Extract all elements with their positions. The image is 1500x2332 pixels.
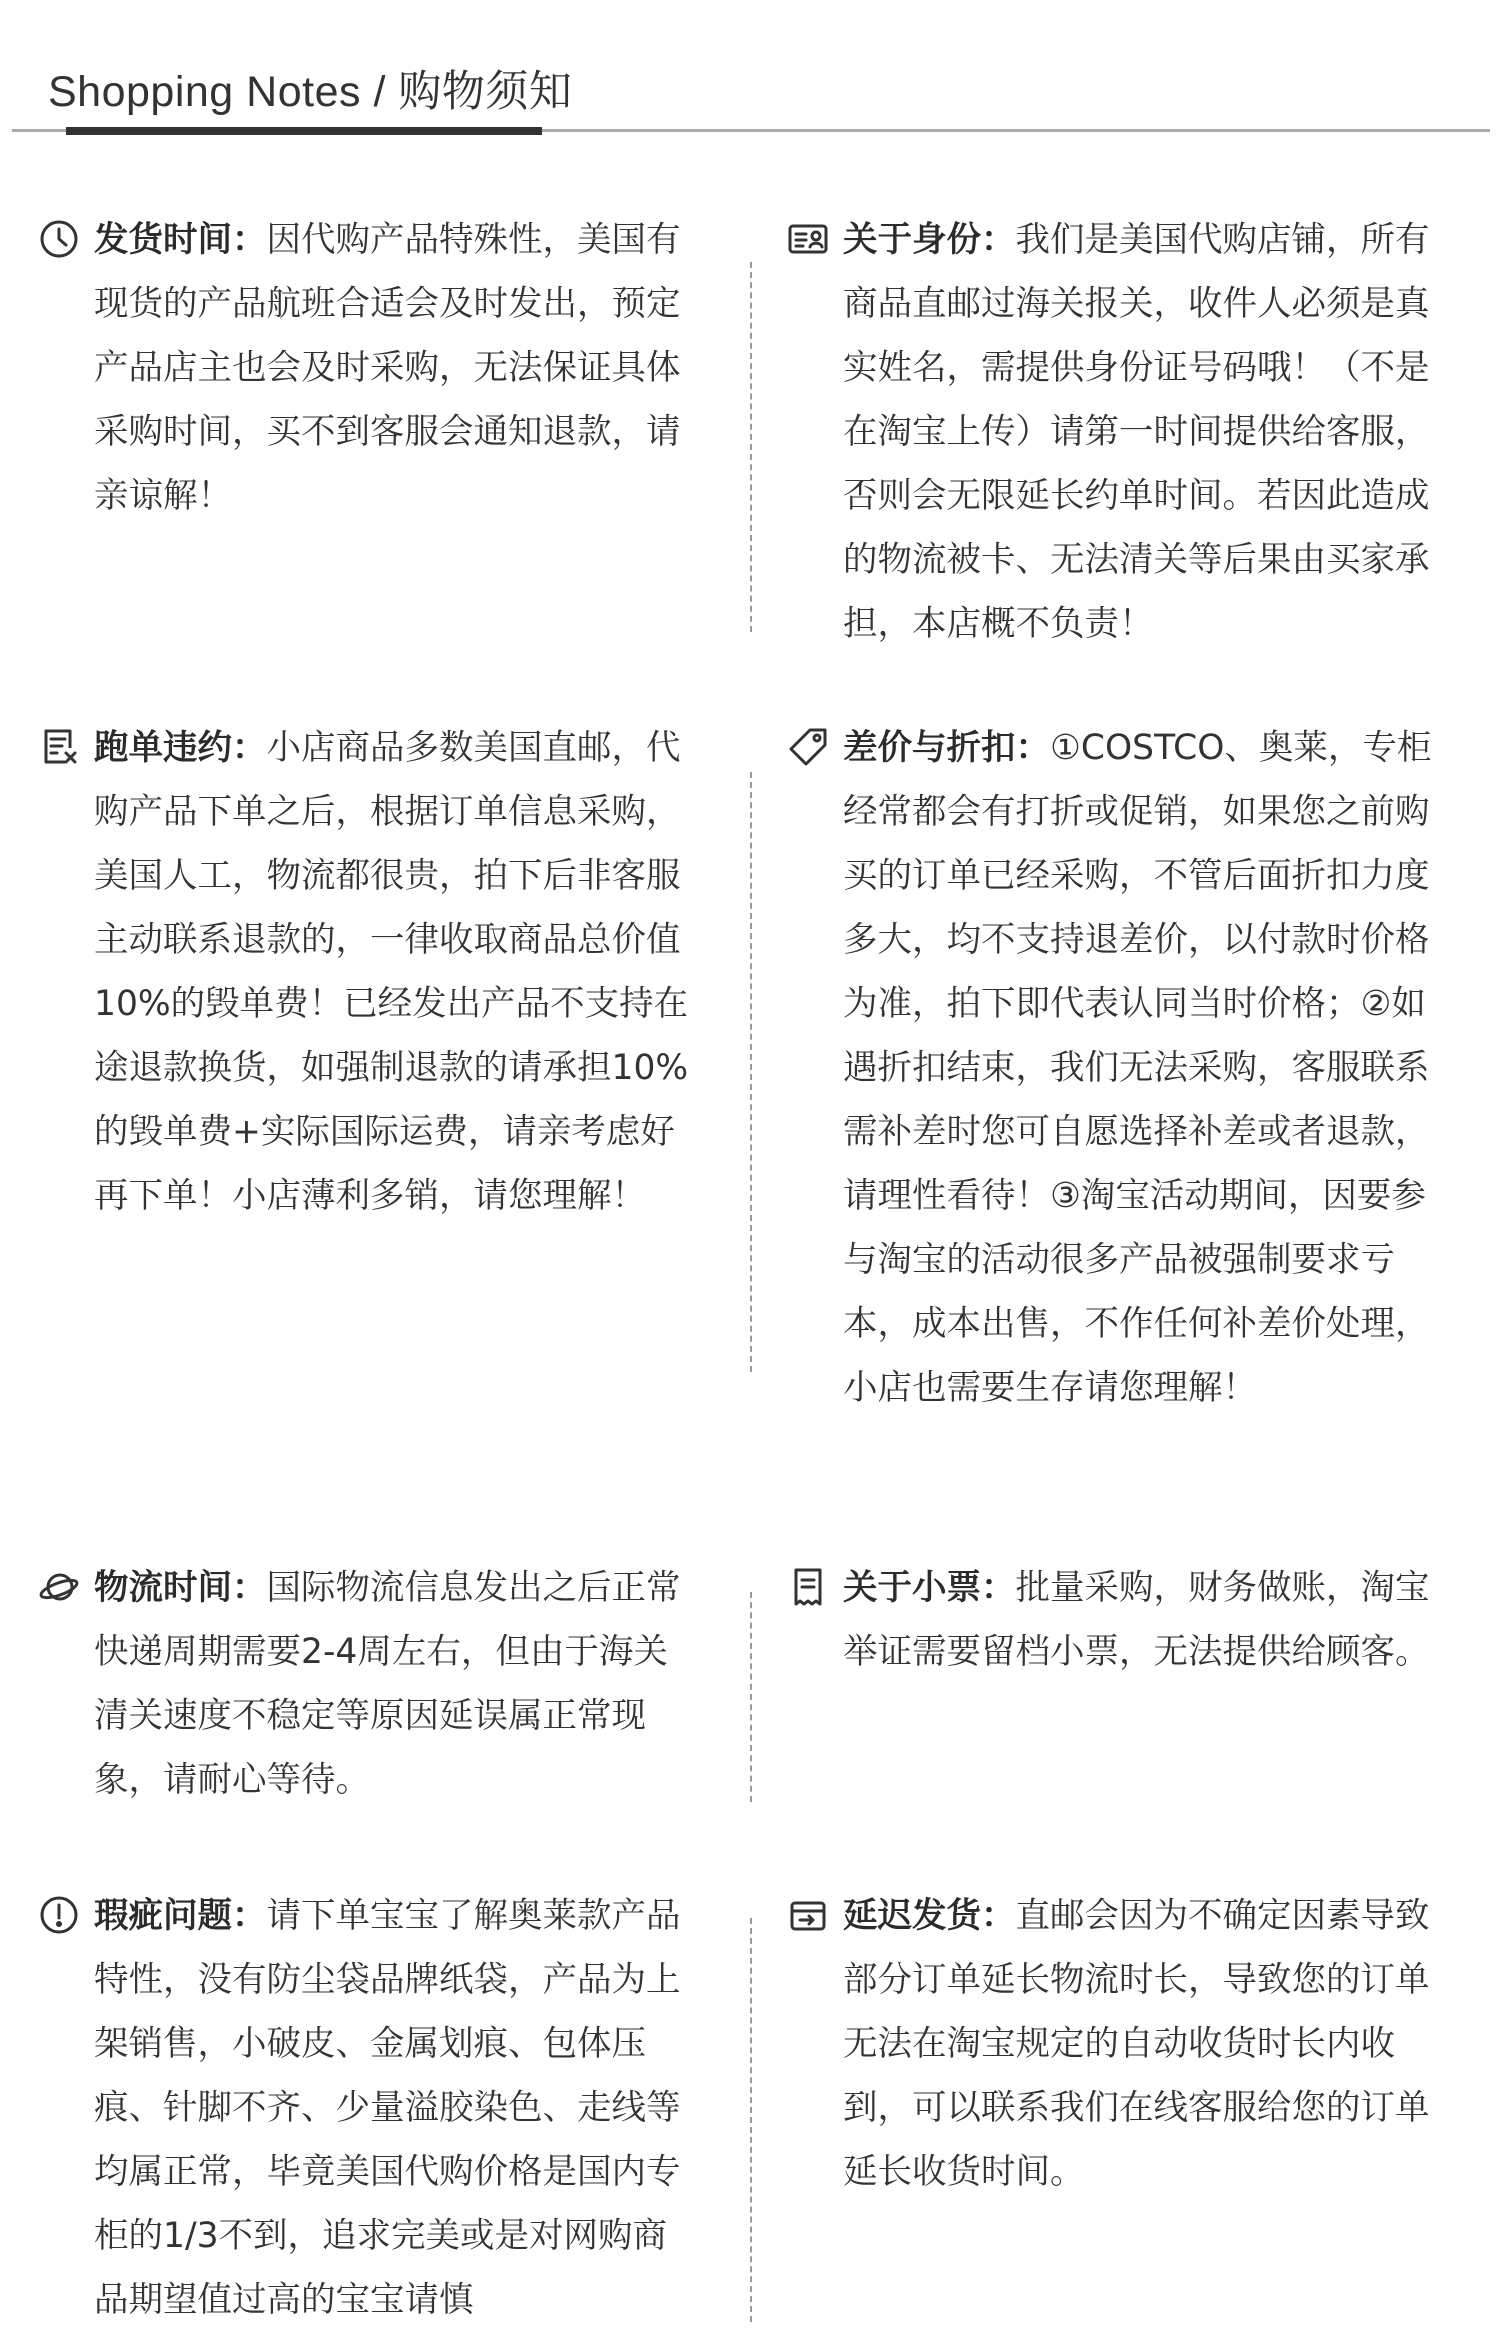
note-body: 国际物流信息发出之后正常快递周期需要2-4周左右，但由于海关清关速度不稳定等原因延误属正常现象，请耐心等待。 bbox=[94, 1568, 681, 1800]
note-heading: 延迟发货： bbox=[843, 1896, 1016, 1936]
delivery-box-icon bbox=[787, 1894, 829, 1936]
note-shipping-time bbox=[38, 208, 694, 528]
planet-icon bbox=[38, 1566, 80, 1608]
note-logistics bbox=[38, 1556, 694, 1812]
note-heading: 瑕疵问题： bbox=[94, 1896, 267, 1936]
title-rule-accent bbox=[66, 127, 542, 135]
column-divider bbox=[750, 262, 752, 632]
header bbox=[0, 0, 1500, 140]
alert-circle-icon bbox=[38, 1894, 80, 1936]
note-identity bbox=[787, 208, 1443, 656]
note-body: 请下单宝宝了解奥莱款产品特性，没有防尘袋品牌纸袋，产品为上架销售，小破皮、金属划痕、包体压痕、针脚不齐、少量溢胶染色、走线等均属正常，毕竟美国代购价格是国内专柜的1/3不到，追求完美或是对网购商品期望值过高的宝宝请慎 bbox=[94, 1896, 681, 2320]
note-body: 我们是美国代购店铺，所有商品直邮过海关报关，收件人必须是真实姓名，需提供身份证号码哦！（不是在淘宝上传）请第一时间提供给客服，否则会无限延长约单时间。若因此造成的物流被卡、无法清关等后果由买家承担，本店概不负责！ bbox=[843, 220, 1430, 644]
note-breach bbox=[38, 716, 694, 1228]
note-heading: 跑单违约： bbox=[94, 728, 267, 768]
note-body: 因代购产品特殊性，美国有现货的产品航班合适会及时发出，预定产品店主也会及时采购，无法保证具体采购时间，买不到客服会通知退款，请亲谅解！ bbox=[94, 220, 681, 516]
page-title: Shopping Notes / 购物须知 bbox=[48, 68, 573, 116]
clock-icon bbox=[38, 218, 80, 260]
note-heading: 发货时间： bbox=[94, 220, 267, 260]
note-receipt bbox=[787, 1556, 1443, 1684]
note-heading: 关于身份： bbox=[843, 220, 1016, 260]
id-card-icon bbox=[787, 218, 829, 260]
column-divider bbox=[750, 772, 752, 1372]
tag-icon bbox=[787, 726, 829, 768]
note-body: 小店商品多数美国直邮，代购产品下单之后，根据订单信息采购，美国人工，物流都很贵，拍下后非客服主动联系退款的，一律收取商品总价值10%的毁单费！已经发出产品不支持在途退款换货，如强制退款的请承担10%的毁单费+实际国际运费，请亲考虑好再下单！小店薄利多销，请您理解！ bbox=[94, 728, 689, 1216]
note-price-diff bbox=[787, 716, 1443, 1420]
receipt-icon bbox=[787, 1566, 829, 1608]
note-delay bbox=[787, 1884, 1443, 2204]
column-divider bbox=[750, 1918, 752, 2322]
column-divider bbox=[750, 1592, 752, 1802]
note-heading: 物流时间： bbox=[94, 1568, 267, 1608]
note-defect bbox=[38, 1884, 694, 2332]
receipt-x-icon bbox=[38, 726, 80, 768]
note-heading: 差价与折扣： bbox=[843, 728, 1050, 768]
note-heading: 关于小票： bbox=[843, 1568, 1016, 1608]
note-body: 直邮会因为不确定因素导致部分订单延长物流时长，导致您的订单无法在淘宝规定的自动收货时长内收到，可以联系我们在线客服给您的订单延长收货时间。 bbox=[843, 1896, 1430, 2192]
note-body: ①COSTCO、奥莱，专柜经常都会有打折或促销，如果您之前购买的订单已经采购，不管后面折扣力度多大，均不支持退差价，以付款时价格为准，拍下即代表认同当时价格；②如遇折扣结束，我们无法采购，客服联系需补差时您可自愿选择补差或者退款，请理性看待！③淘宝活动期间，因要参与淘宝的活动很多产品被强制要求亏本，成本出售，不作任何补差价处理，小店也需要生存请您理解！ bbox=[843, 728, 1432, 1408]
note-body: 批量采购，财务做账，淘宝举证需要留档小票，无法提供给顾客。 bbox=[843, 1568, 1430, 1672]
